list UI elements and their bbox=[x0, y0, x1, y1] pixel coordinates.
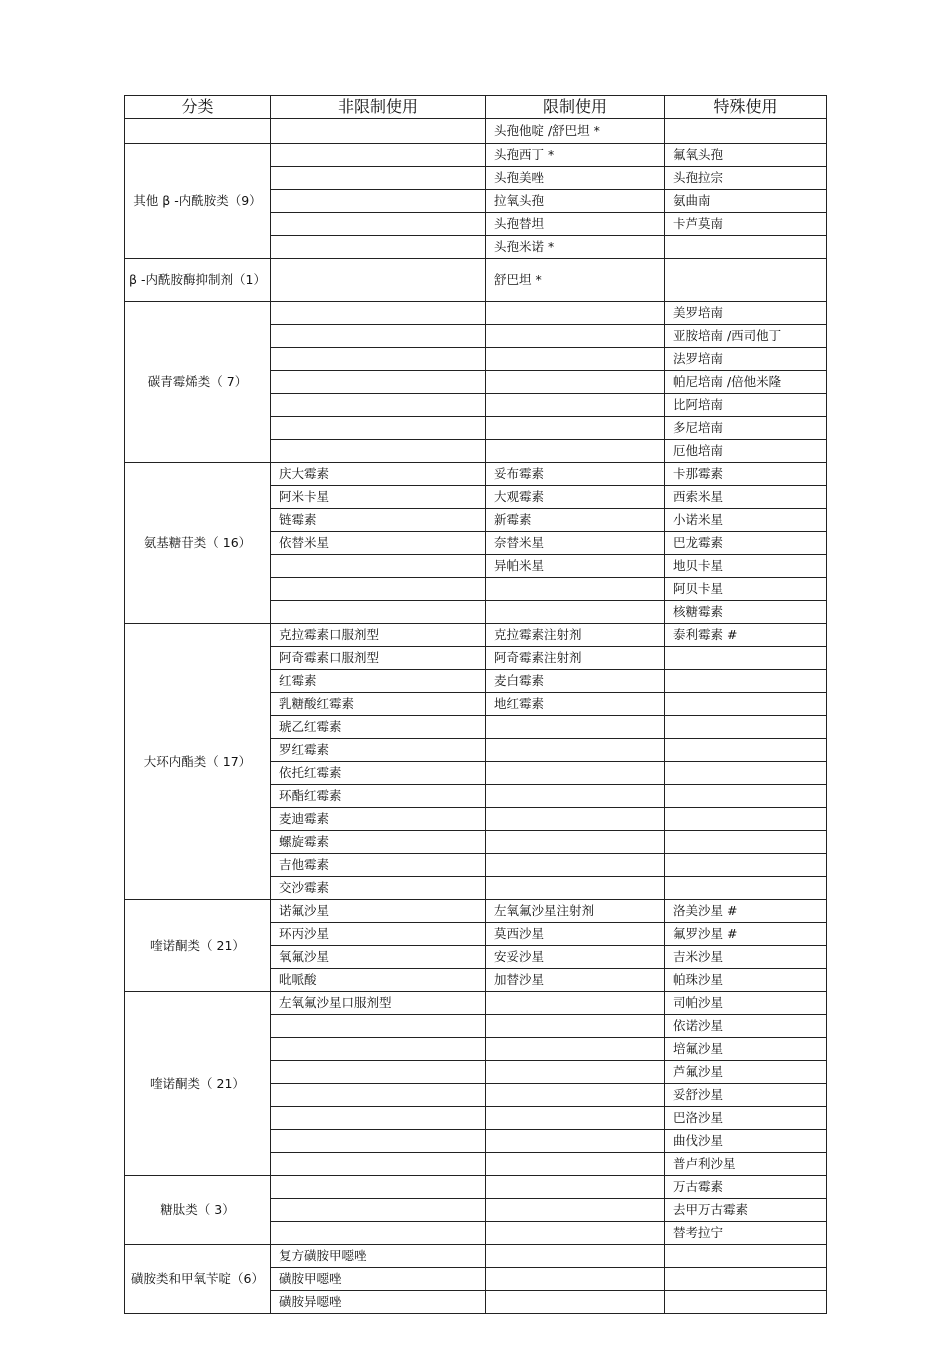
table-row bbox=[125, 992, 827, 1015]
special-cell: 核糖霉素 bbox=[665, 601, 827, 624]
header-unrestricted: 非限制使用 bbox=[271, 96, 486, 119]
category-cell: 大环内酯类（ 17） bbox=[125, 624, 271, 900]
restricted-cell bbox=[486, 302, 665, 325]
unrestricted-cell: 庆大霉素 bbox=[271, 463, 486, 486]
unrestricted-cell bbox=[271, 236, 486, 259]
special-cell bbox=[665, 647, 827, 670]
special-cell bbox=[665, 854, 827, 877]
unrestricted-cell: 环酯红霉素 bbox=[271, 785, 486, 808]
unrestricted-cell bbox=[271, 144, 486, 167]
drug-classification-table bbox=[124, 95, 827, 1314]
table-row bbox=[125, 900, 827, 923]
unrestricted-cell bbox=[271, 1130, 486, 1153]
unrestricted-cell bbox=[271, 394, 486, 417]
unrestricted-cell: 罗红霉素 bbox=[271, 739, 486, 762]
restricted-cell bbox=[486, 371, 665, 394]
special-cell: 司帕沙星 bbox=[665, 992, 827, 1015]
special-cell: 法罗培南 bbox=[665, 348, 827, 371]
special-cell: 小诺米星 bbox=[665, 509, 827, 532]
unrestricted-cell bbox=[271, 325, 486, 348]
special-cell: 帕珠沙星 bbox=[665, 969, 827, 992]
special-cell: 妥舒沙星 bbox=[665, 1084, 827, 1107]
restricted-cell bbox=[486, 1268, 665, 1291]
unrestricted-cell: 左氧氟沙星口服剂型 bbox=[271, 992, 486, 1015]
category-cell bbox=[125, 119, 271, 144]
table-row bbox=[125, 259, 827, 302]
special-cell: 吉米沙星 bbox=[665, 946, 827, 969]
restricted-cell bbox=[486, 739, 665, 762]
special-cell bbox=[665, 877, 827, 900]
unrestricted-cell bbox=[271, 190, 486, 213]
special-cell: 氟罗沙星 # bbox=[665, 923, 827, 946]
header-category: 分类 bbox=[125, 96, 271, 119]
restricted-cell bbox=[486, 440, 665, 463]
unrestricted-cell bbox=[271, 1199, 486, 1222]
restricted-cell: 头孢西丁 * bbox=[486, 144, 665, 167]
special-cell: 西索米星 bbox=[665, 486, 827, 509]
unrestricted-cell bbox=[271, 578, 486, 601]
special-cell: 比阿培南 bbox=[665, 394, 827, 417]
header-restricted: 限制使用 bbox=[486, 96, 665, 119]
special-cell: 美罗培南 bbox=[665, 302, 827, 325]
special-cell: 巴洛沙星 bbox=[665, 1107, 827, 1130]
unrestricted-cell: 吉他霉素 bbox=[271, 854, 486, 877]
restricted-cell: 麦白霉素 bbox=[486, 670, 665, 693]
unrestricted-cell bbox=[271, 213, 486, 236]
restricted-cell bbox=[486, 348, 665, 371]
unrestricted-cell bbox=[271, 1107, 486, 1130]
special-cell bbox=[665, 739, 827, 762]
special-cell bbox=[665, 716, 827, 739]
special-cell: 普卢利沙星 bbox=[665, 1153, 827, 1176]
special-cell: 卡芦莫南 bbox=[665, 213, 827, 236]
restricted-cell: 舒巴坦 * bbox=[486, 259, 665, 302]
restricted-cell bbox=[486, 601, 665, 624]
restricted-cell: 左氧氟沙星注射剂 bbox=[486, 900, 665, 923]
unrestricted-cell: 阿米卡星 bbox=[271, 486, 486, 509]
special-cell bbox=[665, 808, 827, 831]
unrestricted-cell: 克拉霉素口服剂型 bbox=[271, 624, 486, 647]
restricted-cell: 莫西沙星 bbox=[486, 923, 665, 946]
special-cell: 阿贝卡星 bbox=[665, 578, 827, 601]
restricted-cell: 头孢美唑 bbox=[486, 167, 665, 190]
header-row bbox=[125, 96, 827, 119]
special-cell: 厄他培南 bbox=[665, 440, 827, 463]
unrestricted-cell bbox=[271, 601, 486, 624]
restricted-cell bbox=[486, 1199, 665, 1222]
category-cell: 其他 β -内酰胺类（9） bbox=[125, 144, 271, 259]
unrestricted-cell bbox=[271, 555, 486, 578]
unrestricted-cell: 磺胺甲噁唑 bbox=[271, 1268, 486, 1291]
table-row bbox=[125, 119, 827, 144]
special-cell bbox=[665, 670, 827, 693]
category-cell: 喹诺酮类（ 21） bbox=[125, 900, 271, 992]
unrestricted-cell bbox=[271, 417, 486, 440]
special-cell: 泰利霉素 # bbox=[665, 624, 827, 647]
restricted-cell bbox=[486, 1222, 665, 1245]
unrestricted-cell: 琥乙红霉素 bbox=[271, 716, 486, 739]
unrestricted-cell: 阿奇霉素口服剂型 bbox=[271, 647, 486, 670]
category-cell: 磺胺类和甲氧苄啶（6） bbox=[125, 1245, 271, 1314]
restricted-cell: 妥布霉素 bbox=[486, 463, 665, 486]
unrestricted-cell bbox=[271, 1153, 486, 1176]
restricted-cell bbox=[486, 1130, 665, 1153]
unrestricted-cell bbox=[271, 259, 486, 302]
special-cell: 帕尼培南 /倍他米隆 bbox=[665, 371, 827, 394]
restricted-cell: 新霉素 bbox=[486, 509, 665, 532]
special-cell bbox=[665, 785, 827, 808]
category-cell: β -内酰胺酶抑制剂（1） bbox=[125, 259, 271, 302]
restricted-cell: 阿奇霉素注射剂 bbox=[486, 647, 665, 670]
restricted-cell bbox=[486, 992, 665, 1015]
restricted-cell: 地红霉素 bbox=[486, 693, 665, 716]
table-row bbox=[125, 302, 827, 325]
restricted-cell bbox=[486, 417, 665, 440]
unrestricted-cell: 诺氟沙星 bbox=[271, 900, 486, 923]
special-cell: 芦氟沙星 bbox=[665, 1061, 827, 1084]
special-cell bbox=[665, 1291, 827, 1314]
unrestricted-cell: 交沙霉素 bbox=[271, 877, 486, 900]
restricted-cell: 克拉霉素注射剂 bbox=[486, 624, 665, 647]
category-cell: 喹诺酮类（ 21） bbox=[125, 992, 271, 1176]
unrestricted-cell: 氧氟沙星 bbox=[271, 946, 486, 969]
unrestricted-cell: 麦迪霉素 bbox=[271, 808, 486, 831]
restricted-cell bbox=[486, 578, 665, 601]
special-cell bbox=[665, 1245, 827, 1268]
restricted-cell bbox=[486, 1061, 665, 1084]
unrestricted-cell: 磺胺异噁唑 bbox=[271, 1291, 486, 1314]
unrestricted-cell: 螺旋霉素 bbox=[271, 831, 486, 854]
special-cell bbox=[665, 259, 827, 302]
restricted-cell bbox=[486, 1176, 665, 1199]
unrestricted-cell bbox=[271, 1176, 486, 1199]
special-cell: 卡那霉素 bbox=[665, 463, 827, 486]
table-row bbox=[125, 144, 827, 167]
restricted-cell bbox=[486, 854, 665, 877]
unrestricted-cell: 链霉素 bbox=[271, 509, 486, 532]
restricted-cell bbox=[486, 762, 665, 785]
restricted-cell bbox=[486, 1245, 665, 1268]
special-cell bbox=[665, 1268, 827, 1291]
special-cell: 地贝卡星 bbox=[665, 555, 827, 578]
special-cell: 巴龙霉素 bbox=[665, 532, 827, 555]
special-cell: 去甲万古霉素 bbox=[665, 1199, 827, 1222]
restricted-cell: 大观霉素 bbox=[486, 486, 665, 509]
table-row bbox=[125, 1245, 827, 1268]
restricted-cell: 头孢他啶 /舒巴坦 * bbox=[486, 119, 665, 144]
unrestricted-cell bbox=[271, 440, 486, 463]
restricted-cell bbox=[486, 1084, 665, 1107]
restricted-cell bbox=[486, 831, 665, 854]
unrestricted-cell: 环丙沙星 bbox=[271, 923, 486, 946]
restricted-cell bbox=[486, 785, 665, 808]
special-cell: 万古霉素 bbox=[665, 1176, 827, 1199]
restricted-cell: 加替沙星 bbox=[486, 969, 665, 992]
table-body bbox=[125, 119, 827, 1314]
special-cell: 亚胺培南 /西司他丁 bbox=[665, 325, 827, 348]
unrestricted-cell bbox=[271, 371, 486, 394]
restricted-cell bbox=[486, 877, 665, 900]
restricted-cell bbox=[486, 1015, 665, 1038]
unrestricted-cell bbox=[271, 1015, 486, 1038]
restricted-cell: 奈替米星 bbox=[486, 532, 665, 555]
special-cell: 依诺沙星 bbox=[665, 1015, 827, 1038]
restricted-cell bbox=[486, 716, 665, 739]
restricted-cell bbox=[486, 394, 665, 417]
special-cell: 多尼培南 bbox=[665, 417, 827, 440]
restricted-cell bbox=[486, 325, 665, 348]
unrestricted-cell: 乳糖酸红霉素 bbox=[271, 693, 486, 716]
restricted-cell: 安妥沙星 bbox=[486, 946, 665, 969]
unrestricted-cell: 依替米星 bbox=[271, 532, 486, 555]
table-row bbox=[125, 624, 827, 647]
header-special: 特殊使用 bbox=[665, 96, 827, 119]
special-cell: 洛美沙星 # bbox=[665, 900, 827, 923]
unrestricted-cell bbox=[271, 1061, 486, 1084]
unrestricted-cell bbox=[271, 302, 486, 325]
special-cell bbox=[665, 762, 827, 785]
unrestricted-cell: 复方磺胺甲噁唑 bbox=[271, 1245, 486, 1268]
restricted-cell: 头孢替坦 bbox=[486, 213, 665, 236]
category-cell: 氨基糖苷类（ 16） bbox=[125, 463, 271, 624]
restricted-cell bbox=[486, 808, 665, 831]
unrestricted-cell: 红霉素 bbox=[271, 670, 486, 693]
restricted-cell bbox=[486, 1153, 665, 1176]
restricted-cell bbox=[486, 1038, 665, 1061]
unrestricted-cell: 吡哌酸 bbox=[271, 969, 486, 992]
unrestricted-cell bbox=[271, 1222, 486, 1245]
special-cell: 培氟沙星 bbox=[665, 1038, 827, 1061]
unrestricted-cell bbox=[271, 1084, 486, 1107]
special-cell: 氨曲南 bbox=[665, 190, 827, 213]
special-cell bbox=[665, 236, 827, 259]
unrestricted-cell bbox=[271, 348, 486, 371]
table-row bbox=[125, 1176, 827, 1199]
category-cell: 碳青霉烯类（ 7） bbox=[125, 302, 271, 463]
special-cell: 氟氧头孢 bbox=[665, 144, 827, 167]
unrestricted-cell bbox=[271, 167, 486, 190]
special-cell: 曲伐沙星 bbox=[665, 1130, 827, 1153]
unrestricted-cell bbox=[271, 1038, 486, 1061]
special-cell: 头孢拉宗 bbox=[665, 167, 827, 190]
unrestricted-cell bbox=[271, 119, 486, 144]
restricted-cell: 头孢米诺 * bbox=[486, 236, 665, 259]
category-cell: 糖肽类（ 3） bbox=[125, 1176, 271, 1245]
special-cell: 替考拉宁 bbox=[665, 1222, 827, 1245]
restricted-cell: 异帕米星 bbox=[486, 555, 665, 578]
special-cell bbox=[665, 693, 827, 716]
restricted-cell bbox=[486, 1107, 665, 1130]
table-row bbox=[125, 463, 827, 486]
special-cell bbox=[665, 831, 827, 854]
restricted-cell bbox=[486, 1291, 665, 1314]
special-cell bbox=[665, 119, 827, 144]
unrestricted-cell: 依托红霉素 bbox=[271, 762, 486, 785]
restricted-cell: 拉氧头孢 bbox=[486, 190, 665, 213]
